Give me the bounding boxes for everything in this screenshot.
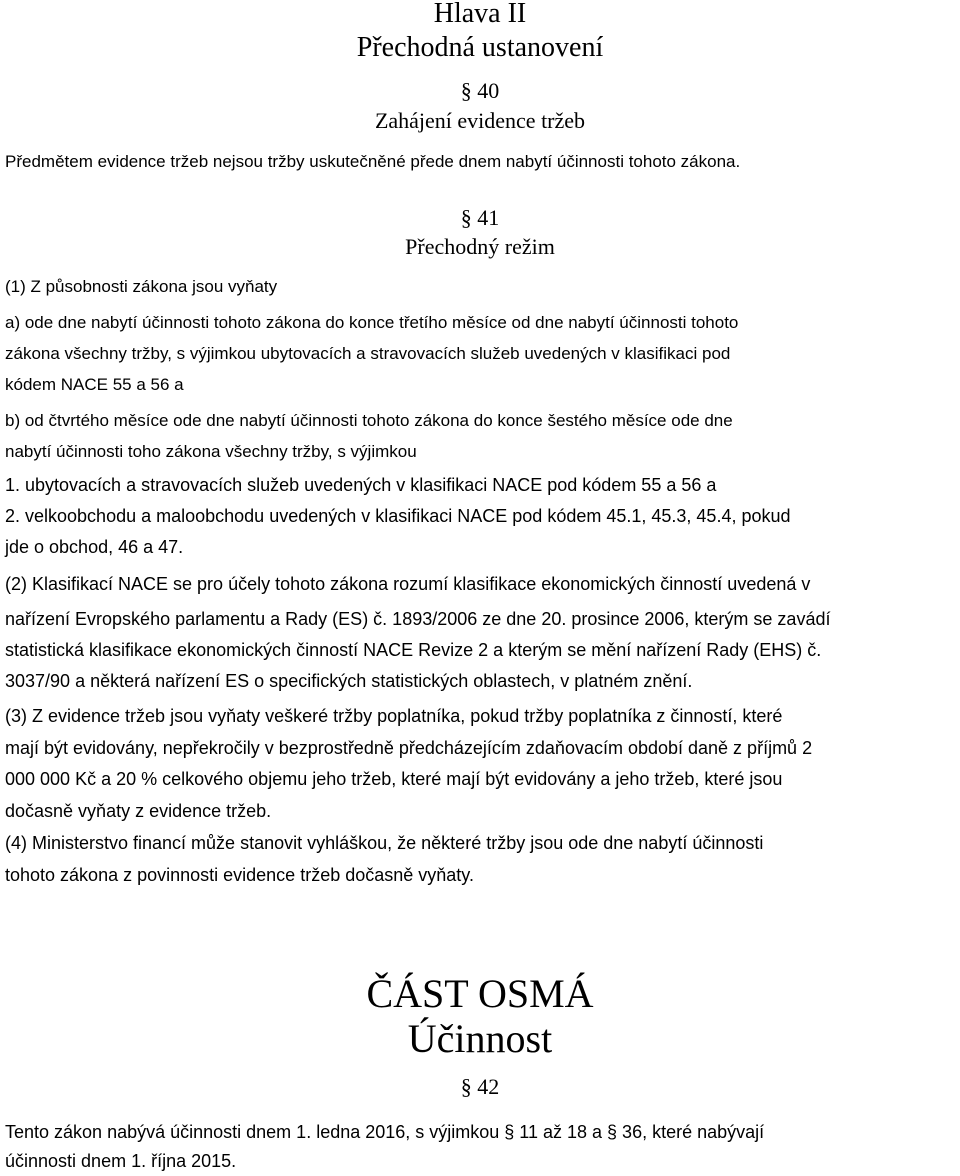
section-41-line: dočasně vyňaty z evidence tržeb. <box>5 801 272 821</box>
part-title: ČÁST OSMÁ <box>366 971 594 1016</box>
section-41-line: nabytí účinnosti toho zákona všechny tržby, s výjimkou <box>5 442 417 461</box>
section-42-line: účinnosti dnem 1. října 2015. <box>5 1151 237 1171</box>
part-subtitle: Účinnost <box>407 1016 553 1061</box>
section-41-line: (3) Z evidence tržeb jsou vyňaty veškeré tržby poplatníka, pokud tržby poplatníka z činností, které <box>5 706 783 726</box>
hlava-subtitle: Přechodná ustanovení <box>356 32 604 63</box>
section-40-number: § 40 <box>460 78 500 103</box>
section-41-line: (1) Z působnosti zákona jsou vyňaty <box>5 277 278 296</box>
section-42-line: Tento zákon nabývá účinnosti dnem 1. ledna 2016, s výjimkou § 11 až 18 a § 36, které nabývají <box>5 1122 765 1142</box>
section-41-line: nařízení Evropského parlamentu a Rady (ES) č. 1893/2006 ze dne 20. prosince 2006, kterým se zavádí <box>5 609 831 629</box>
section-41-line: kódem NACE 55 a 56 a <box>5 375 184 394</box>
section-41-line: 3037/90 a některá nařízení ES o specifických statistických oblastech, v platném znění. <box>5 671 693 691</box>
section-41-line: 000 000 Kč a 20 % celkového objemu jeho tržeb, které mají být evidovány a jeho tržeb, které jsou <box>5 769 783 789</box>
section-41-line: statistická klasifikace ekonomických činností NACE Revize 2 a kterým se mění nařízení Rady (EHS) č. <box>5 640 822 660</box>
section-41-line: (4) Ministerstvo financí může stanovit vyhláškou, že některé tržby jsou ode dne nabytí účinnosti <box>5 833 764 853</box>
section-41-line: mají být evidovány, nepřekročily v bezprostředně předcházejícím zdaňovacím období daně z příjmů 2 <box>5 738 813 758</box>
section-41-line: tohoto zákona z povinnosti evidence tržeb dočasně vyňaty. <box>5 865 474 885</box>
section-41-line: 1. ubytovacích a stravovacích služeb uvedených v klasifikaci NACE pod kódem 55 a 56 a <box>5 475 717 495</box>
section-40-text: Předmětem evidence tržeb nejsou tržby uskutečněné přede dnem nabytí účinnosti tohoto zákona. <box>5 152 741 171</box>
section-41-number: § 41 <box>460 205 500 230</box>
section-41-line: 2. velkoobchodu a maloobchodu uvedených v klasifikaci NACE pod kódem 45.1, 45.3, 45.4, pokud <box>5 506 791 526</box>
section-41-line: zákona všechny tržby, s výjimkou ubytovacích a stravovacích služeb uvedených v klasifikaci pod <box>5 344 731 363</box>
section-41-line: jde o obchod, 46 a 47. <box>5 537 184 557</box>
section-41-line: b) od čtvrtého měsíce ode dne nabytí účinnosti tohoto zákona do konce šestého měsíce ode dne <box>5 411 733 430</box>
section-41-title: Přechodný režim <box>405 234 555 259</box>
section-41-line: a) ode dne nabytí účinnosti tohoto zákona do konce třetího měsíce od dne nabytí účinnosti tohoto <box>5 313 739 332</box>
section-41-line: (2) Klasifikací NACE se pro účely tohoto zákona rozumí klasifikace ekonomických činností uvedená v <box>5 574 811 594</box>
section-40-title: Zahájení evidence tržeb <box>374 108 586 133</box>
section-42-number: § 42 <box>460 1074 500 1099</box>
hlava-title: Hlava II <box>433 0 527 29</box>
